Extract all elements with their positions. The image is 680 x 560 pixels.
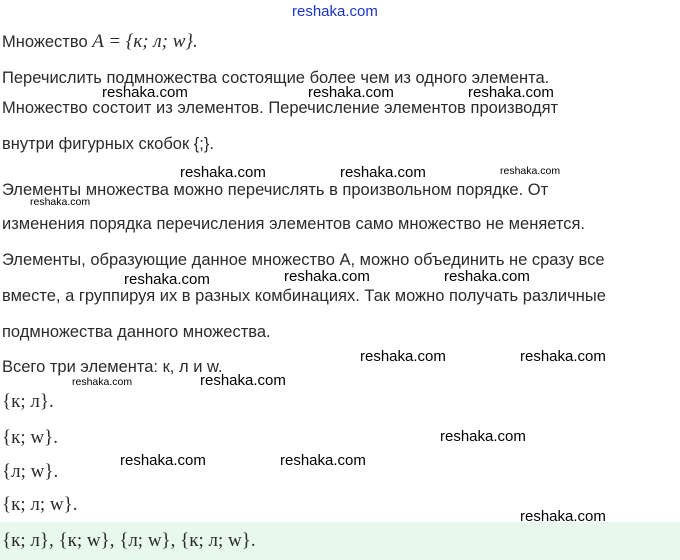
watermark: reshaka.com	[72, 376, 133, 388]
watermark-top: reshaka.com	[292, 3, 378, 20]
watermark: reshaka.com	[444, 268, 530, 285]
watermark: reshaka.com	[30, 196, 91, 208]
watermark: reshaka.com	[124, 271, 210, 288]
watermark: reshaka.com	[520, 348, 606, 365]
set-definition	[2, 32, 198, 52]
paragraph-line: Элементы множества можно перечислять в произвольном порядке. От	[2, 181, 549, 199]
watermark: reshaka.com	[280, 452, 366, 469]
watermark: reshaka.com	[440, 428, 526, 445]
watermark: reshaka.com	[120, 452, 206, 469]
paragraph-line: Перечислить подмножества состоящие более чем из одного элемента.	[2, 69, 550, 87]
watermark: reshaka.com	[520, 508, 606, 525]
paragraph-line: Элементы, образующие данное множество А, можно объединить не сразу все	[2, 251, 605, 269]
subset-line: {л; w}.	[2, 461, 59, 482]
paragraph-line: вместе, а группируя их в разных комбинациях. Так можно получать различные	[2, 287, 606, 305]
watermark: reshaka.com	[500, 165, 561, 177]
answer-box	[0, 522, 680, 560]
paragraph-line: внутри фигурных скобок {;}.	[2, 135, 214, 153]
watermark: reshaka.com	[360, 348, 446, 365]
answer-text: {к; л}, {к; w}, {л; w}, {к; л; w}.	[2, 530, 256, 551]
set-definition-prefix: Множество	[2, 33, 88, 51]
watermark: reshaka.com	[180, 164, 266, 181]
subset-line: {к; л; w}.	[2, 494, 78, 515]
subset-line: {к; w}.	[2, 427, 58, 448]
paragraph-line: Множество состоит из элементов. Перечисление элементов производят	[2, 99, 559, 117]
paragraph-line: Всего три элемента: к, л и w.	[2, 358, 223, 376]
watermark: reshaka.com	[468, 84, 554, 101]
paragraph-line: изменения порядка перечисления элементов само множество не меняется.	[2, 215, 586, 233]
watermark: reshaka.com	[200, 372, 286, 389]
watermark: reshaka.com	[308, 84, 394, 101]
watermark: reshaka.com	[340, 164, 426, 181]
set-definition-expr: A = {к; л; w}.	[92, 31, 198, 52]
watermark: reshaka.com	[102, 84, 188, 101]
paragraph-line: подмножества данного множества.	[2, 323, 271, 341]
subset-line: {к; л}.	[2, 391, 54, 412]
watermark: reshaka.com	[284, 268, 370, 285]
